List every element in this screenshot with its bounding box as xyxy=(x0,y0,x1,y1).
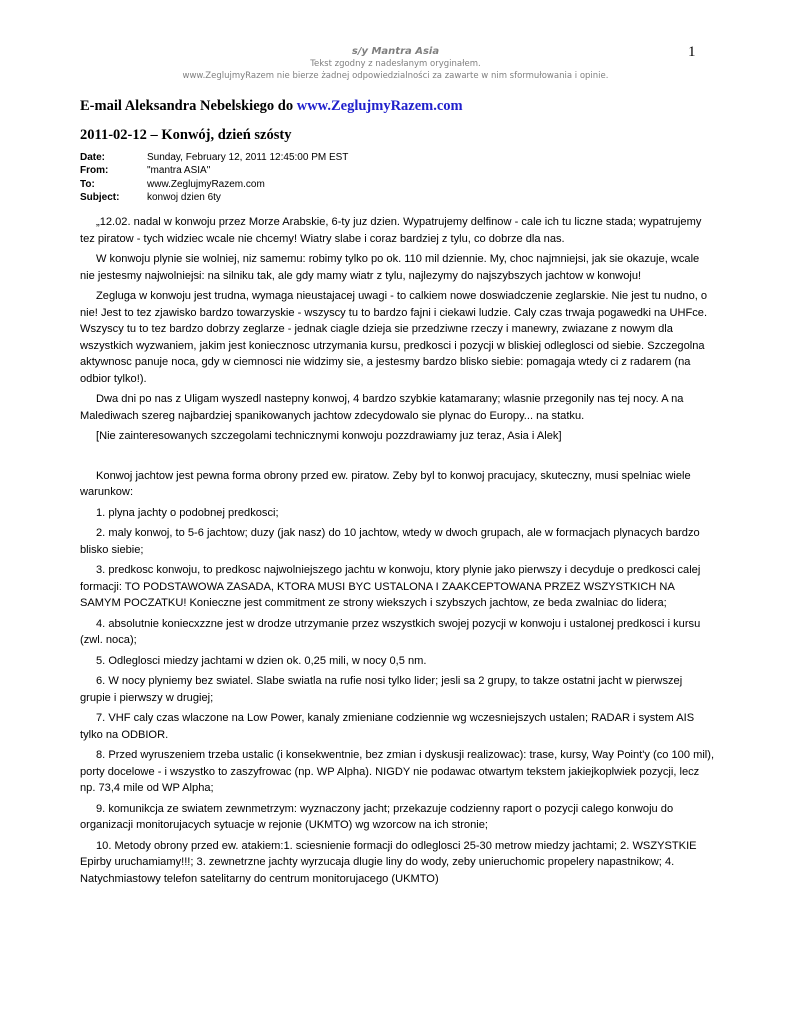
email-from-row xyxy=(80,164,715,177)
email-to-label: To: xyxy=(80,178,95,190)
list-item: 1. plyna jachty o podobnej predkosci; xyxy=(96,506,279,519)
body-paragraph: Konwoj jachtow jest pewna forma obrony przed ew. piratow. Zeby byl to konwoj pracujacy, skuteczny, musi spelniac wiele warunkow: xyxy=(80,469,691,499)
header-disclaimer-2: www.ZeglujmyRazem nie bierze żadnej odpowiedzialności za zawarte w nim sformułowania i opinie. xyxy=(182,71,609,81)
document-title xyxy=(80,97,715,115)
site-link[interactable]: www.ZeglujmyRazem.com xyxy=(296,98,463,114)
list-item: 9. komunikcja ze swiatem zewnmetrzym: wyznaczony jacht; przekazuje codzienny raport o pozycji calego konwoju do organizacji monitorujacych sytuacje w rejonie (UKMTO) wg wzorcow na ich stronie; xyxy=(80,802,674,832)
document-content xyxy=(80,97,715,891)
email-from-value: "mantra ASIA" xyxy=(147,165,211,177)
page-header xyxy=(0,46,791,82)
list-item: 6. W nocy plyniemy bez swiatel. Slabe swiatla na rufie nosi tylko lider; jesli sa 2 grupy, to takze ostatni jacht w pierwszej grupie i pierwszy w drugiej; xyxy=(80,675,683,704)
email-to-value: www.ZeglujmyRazem.com xyxy=(147,178,265,190)
email-date-row xyxy=(80,151,715,164)
email-date-value: Sunday, February 12, 2011 12:45:00 PM EST xyxy=(147,152,349,163)
list-item: 4. absolutnie koniecxzzne jest w drodze utrzymanie przez wszystkich swojej pozycji w konwoju i ustalonej predkosci i kursu (zwl. noca); xyxy=(80,617,701,647)
email-to-row xyxy=(80,178,715,191)
title-prefix: E-mail Aleksandra Nebelskiego do xyxy=(80,98,297,114)
list-item: 8. Przed wyruszeniem trzeba ustalic (i konsekwentnie, bez zmian i dyskusji realizowac): trase, kursy, Way Point'y (co 100 mil), porty docelowe - i wszystko to zaszyfrowac (np. WP Alpha). NIGDY nie podawac otwartym tekstem jakiejkoplwiek pozycji, lecz np. 73,4 mile od WP Alpha; xyxy=(80,749,715,795)
email-metadata xyxy=(80,151,715,204)
body-paragraph: W konwoju plynie sie wolniej, niz samemu: robimy tylko po ok. 110 mil dziennie. My, choc najmniejsi, jak sie okazuje, wcale nie jestesmy najwolniejsi: na silniku tak, ale gdy mamy wiatr z tylu, najlezymy do najszybszych jachtow w konwoju! xyxy=(80,253,700,282)
body-paragraph: Zegluga w konwoju jest trudna, wymaga nieustajacej uwagi - to calkiem nowe doswiadczenie zeglarskie. Nie jest tu nudno, o nie! Jest to tez zjawisko bardzo towarzyskie - wszyscy tu to bardzo fajni i ciekawi ludzie. Caly czas trwaja pogawedki na UHFce. Wszyscy tu to tez bardzo dobrzy zeglarze - jednak ciagle dzieja sie przedziwne rzeczy i manewry, zwiazane z nowym dla wszystkich wyzwaniem, jakim jest koniecznosc utrzymania kursu, predkosci i pozycji w bliskiej odleglosci od siebie. Szczegolna aktywnosc panuje noca, gdy w ciemnosci nie widzimy sie, a jestesmy bardzo blisko siebie: pomagaja wtedy ci z radarem (na odbior tylko!). xyxy=(80,290,708,385)
list-item: 3. predkosc konwoju, to predkosc najwolniejszego jachtu w konwoju, ktory plynie jako pierwszy i decyduje o predkosci calej formacji: TO PODSTAWOWA ZASADA, KTORA MUSI BYC USTALONA I ZAAKCEPTOWANA PRZEZ WSZYSTKICH NA SAMYM POCZATKU! Konieczne jest commitment ze strony wiekszych i szybszych jachtow, ze beda zwalniac do lidera; xyxy=(80,564,701,610)
email-subject-label: Subject: xyxy=(80,191,120,203)
header-disclaimer-1: Tekst zgodny z nadesłanym oryginałem. xyxy=(310,59,481,69)
email-body xyxy=(80,214,715,887)
email-date-label: Date: xyxy=(80,152,106,163)
header-title: s/y Mantra Asia xyxy=(351,46,440,57)
body-paragraph: Dwa dni po nas z Uligam wyszedl nastepny konwoj, 4 bardzo szybkie katamarany; wlasnie przegonily nas tej nocy. A na Malediwach szereg najbardziej spanikowanych jachtow zdecydowalo sie plynac do Europy... na statku. xyxy=(80,393,684,422)
page-number: 1 xyxy=(688,44,696,60)
email-subject-row xyxy=(80,191,715,204)
email-subject-value: konwoj dzien 6ty xyxy=(147,191,221,203)
email-from-label: From: xyxy=(80,165,109,177)
document-subtitle: 2011-02-12 – Konwój, dzień szósty xyxy=(80,127,292,143)
list-item: 10. Metody obrony przed ew. atakiem:1. sciesnienie formacji do odleglosci 25-30 metrow miedzy jachtami; 2. WSZYSTKIE Epirby uruchamiamy!!!; 3. zewnetrzne jachty wyrzucaja dlugie liny do wody, zeby unieruchomic propelery napastnikow; 4. Natychmiastowy telefon satelitarny do centrum monitorujacego (UKMTO) xyxy=(80,839,697,885)
list-item: 5. Odleglosci miedzy jachtami w dzien ok. 0,25 mili, w nocy 0,5 nm. xyxy=(96,654,427,667)
body-paragraph: „12.02. nadal w konwoju przez Morze Arabskie, 6-ty juz dzien. Wypatrujemy delfinow - cale ich tu liczne stada; wypatrujemy tez piratow - tych widziec wcale nie chcemy! Wiatry slabe i coraz bardziej z tylu, co dobrze dla nas. xyxy=(80,216,702,245)
body-paragraph: [Nie zainteresowanych szczegolami technicznymi konwoju pozzdrawiamy juz teraz, Asia i Alek] xyxy=(96,430,562,443)
list-item: 7. VHF caly czas wlaczone na Low Power, kanaly zmieniane codziennie wg wczesniejszych ustalen; RADAR i system AIS tylko na ODBIOR. xyxy=(80,712,695,741)
list-item: 2. maly konwoj, to 5-6 jachtow; duzy (jak nasz) do 10 jachtow, wtedy w dwoch grupach, ale w formacjach plynacych bardzo blisko siebie; xyxy=(80,527,700,556)
